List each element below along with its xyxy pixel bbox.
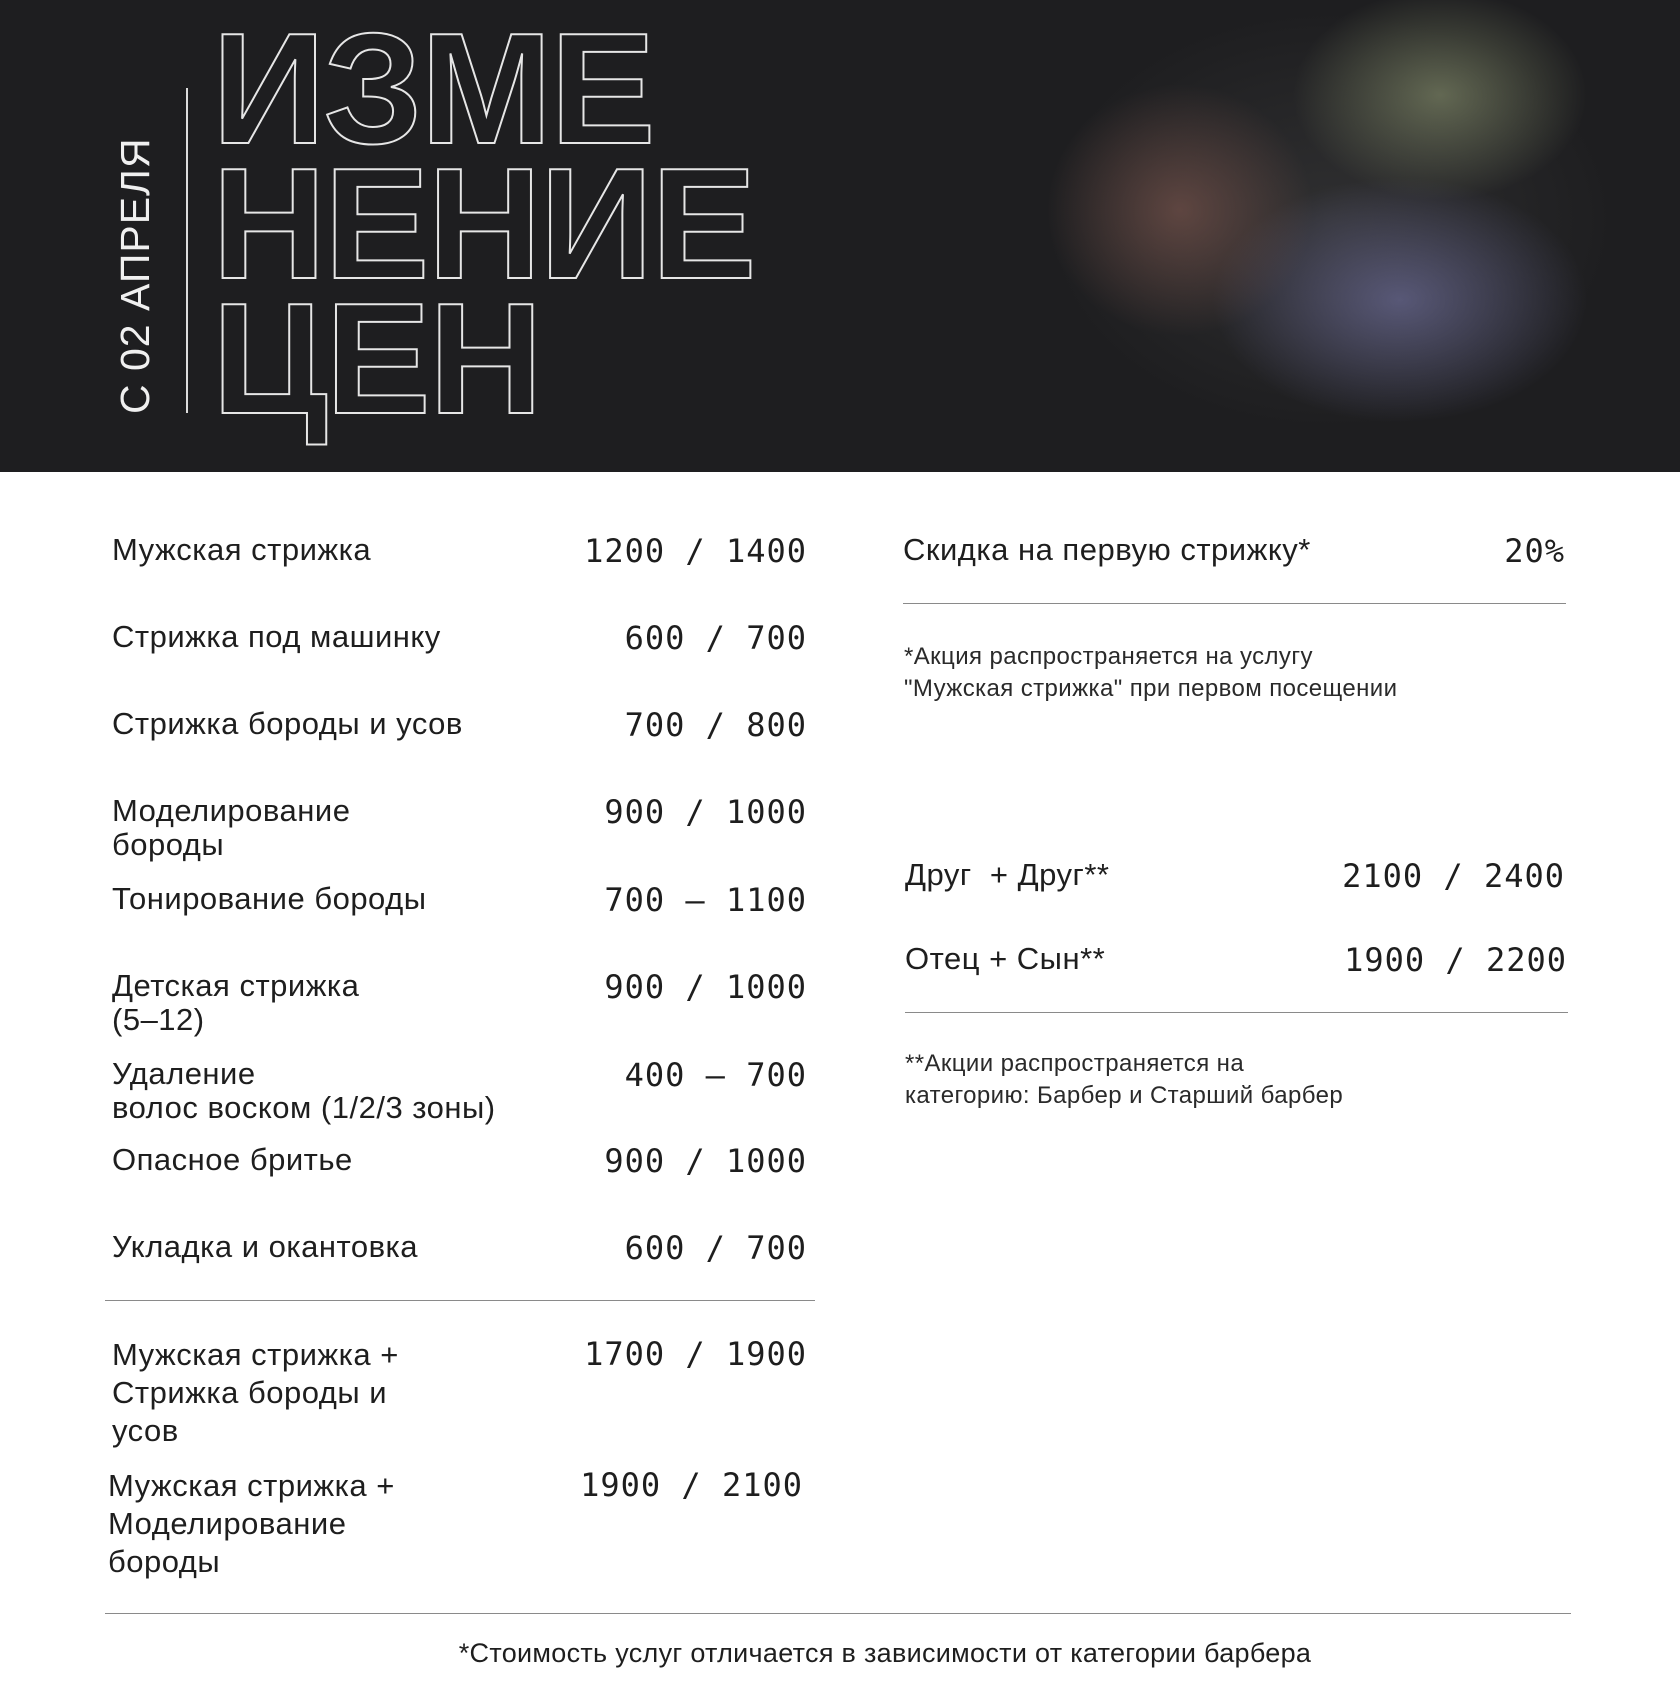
hero-banner	[0, 0, 1680, 472]
services-divider	[105, 1300, 815, 1301]
footer-divider	[105, 1613, 1571, 1614]
service-name: Стрижка под машинку	[112, 619, 441, 654]
offer-name: Друг + Друг**	[905, 857, 1110, 892]
service-name: Опасное бритье	[112, 1142, 353, 1177]
discount-note: *Акция распространяется на услугу "Мужская стрижка" при первом посещении	[904, 643, 1398, 702]
offer-price: 2100 / 2400	[1342, 857, 1565, 895]
hero-date: С 02 АПРЕЛЯ	[112, 137, 158, 414]
hero-divider	[186, 88, 188, 413]
hero-title-line-2: НЕНИЕ	[212, 136, 755, 312]
service-price: 1200 / 1400	[584, 532, 807, 570]
service-name: Тонирование бороды	[112, 881, 427, 916]
footer-note: *Стоимость услуг отличается в зависимости от категории барбера	[458, 1638, 1312, 1668]
hero-title-line-1: ИЗМЕ	[212, 1, 654, 177]
service-price: 900 / 1000	[604, 793, 807, 831]
service-price: 600 / 700	[624, 1229, 807, 1267]
discount-value: 20%	[1504, 532, 1565, 570]
combo-name: Мужская стрижка + Стрижка бороды и усов	[112, 1337, 399, 1448]
combo-price: 1700 / 1900	[584, 1335, 807, 1373]
service-name: Стрижка бороды и усов	[112, 706, 463, 741]
offers-note: **Акции распространяется на категорию: Барбер и Старший барбер	[905, 1050, 1344, 1109]
hero-title-line-3: ЦЕН	[212, 271, 541, 447]
service-name: Детская стрижка (5–12)	[112, 968, 360, 1037]
service-name: Мужская стрижка	[112, 532, 372, 567]
service-price: 600 / 700	[624, 619, 807, 657]
offers-divider	[905, 1012, 1568, 1013]
service-price: 700 – 1100	[604, 881, 807, 919]
combo-price: 1900 / 2100	[580, 1466, 803, 1504]
discount-divider	[903, 603, 1566, 604]
service-price: 700 / 800	[624, 706, 807, 744]
service-name: Моделирование бороды	[112, 793, 351, 862]
service-price: 900 / 1000	[604, 1142, 807, 1180]
service-price: 900 / 1000	[604, 968, 807, 1006]
service-name: Удаление волос воском (1/2/3 зоны)	[112, 1056, 496, 1125]
service-name: Укладка и окантовка	[112, 1229, 419, 1264]
service-price: 400 – 700	[624, 1056, 807, 1094]
discount-name: Скидка на первую стрижку*	[903, 532, 1311, 567]
combo-name: Мужская стрижка + Моделирование бороды	[108, 1468, 395, 1579]
offer-name: Отец + Сын**	[905, 941, 1106, 976]
offer-price: 1900 / 2200	[1344, 941, 1567, 979]
